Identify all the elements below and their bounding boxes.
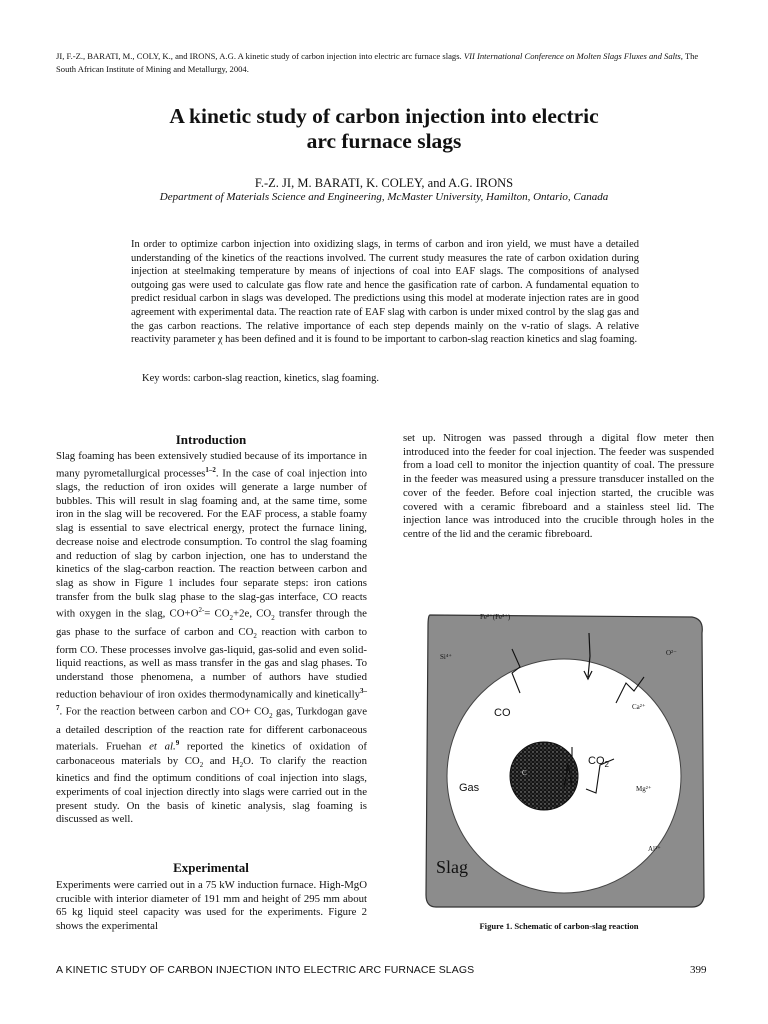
running-title: A KINETIC STUDY OF CARBON INJECTION INTO ELECTRIC ARC FURNACE SLAGS — [56, 964, 475, 976]
label-fe: Fe²⁺(Fe³⁺) — [480, 613, 511, 621]
citation-text: JI, F.-Z., BARATI, M., COLY, K., and IRONS, A.G. A kinetic study of carbon injection into electric arc furnace slags. — [56, 51, 464, 61]
carbon-particle — [510, 742, 578, 810]
label-ca: Ca²⁺ — [632, 703, 646, 711]
keywords: Key words: carbon-slag reaction, kinetics, slag foaming. — [142, 373, 380, 384]
label-mg: Mg²⁺ — [636, 785, 652, 793]
label-co: CO — [494, 707, 511, 719]
label-al: Al³⁺ — [648, 845, 661, 853]
title-line-2: arc furnace slags — [306, 129, 462, 153]
introduction-paragraph: Slag foaming has been extensively studied because of its importance in many pyrometallurgical processes$^{1-2}$. In the case of coal injection into slags, the reduction of iron oxides will generate a large number of bubbles. This will result in slag foaming and, at the same time, some iron in the slag will be recovered. For the EAF process, a stable foamy slag is essential to save electrical energy, protect the furnace lining, decrease noise and electrode consumption. To control the slag foaming and reduction of slag by carbon injection, one has to understand the kinetics of the slag-carbon reaction. The reaction between carbon and slag as show in Figure 1 includes four separate steps: iron cations transfer from the bulk slag phase to the slag-gas interface, CO reacts with oxygen in the slag, $CO+O^{2-}= CO_2+2e$, $CO_2$ transfer through the gas phase to the surface of carbon and $CO_2$ reaction with carbon to form CO. These processes involve gas-liquid, gas-solid and even solid-liquid reactions, as well as mass transfer in the gas and slag phases. To understand those phenomena, a number of authors have studied reduction behaviour of iron oxides thermodynamically and kinetically$^{3-7}$. For the reaction between carbon and $CO+ CO_2$ gas, Turkdogan gave a detailed description of the reaction rate for different carbonaceous materials. Fruehan et al.$^9$ reported the kinetics of oxidation of carbonaceous materials by $CO_2$ and $H_2O$. To clarify the reaction kinetics and find the optimum conditions of coal injection into slags, experiments of coal injection directly into slags were carried out in the present study. On the basis of kinetic analysis, slag foaming is discussed as well. — [56, 450, 367, 826]
label-slag: Slag — [436, 857, 469, 877]
citation-publisher: The South African Institute of Mining and Metallurgy, 2004. — [56, 51, 699, 74]
label-co2: $CO_2$ — [588, 755, 609, 770]
experimental-heading: Experimental — [173, 860, 249, 875]
label-gas: Gas — [459, 782, 480, 794]
title-line-1: A kinetic study of carbon injection into electric — [169, 104, 599, 128]
page-number: 399 — [690, 964, 707, 976]
introduction-heading: Introduction — [175, 432, 247, 447]
experimental-paragraph: Experiments were carried out in a 75 kW induction furnace. High-MgO crucible with interior diameter of 191 mm and height of 295 mm about 65 kg liquid steel capacity was used for the experiments. Figure 2 shows the experimental — [56, 879, 367, 933]
label-si: Si⁴⁺ — [440, 653, 452, 661]
affiliation: Department of Materials Science and Engineering, McMaster University, Hamilton, Ontario, Canada — [159, 191, 609, 203]
citation — [56, 50, 716, 76]
experimental-continued-paragraph: set up. Nitrogen was passed through a digital flow meter then introduced into the feeder for coal injection. The feeder was suspended from a load cell to monitor the injection quantity of coal. The pressure in the feeder was measured using a pressure transducer installed on the cover of the feeder. Before coal injection started, the crucible was covered with a ceramic fibreboard and a stainless steel lid. The injection lance was introduced into the crucible through holes in the centre of the lid and the ceramic fibreboard. — [403, 432, 714, 540]
paper-title — [60, 104, 708, 154]
label-c: C — [522, 769, 527, 777]
figure-caption: Figure 1. Schematic of carbon-slag reaction — [479, 921, 639, 931]
figure-1-schematic — [424, 611, 708, 911]
authors: F.-Z. JI, M. BARATI, K. COLEY, and A.G. IRONS — [254, 176, 514, 190]
label-o: O²⁻ — [666, 649, 677, 657]
citation-conference: VII International Conference on Molten Slags Fluxes and Salts, — [463, 51, 683, 61]
abstract: In order to optimize carbon injection into oxidizing slags, in terms of carbon and iron yield, we must have a detailed understanding of the kinetics of the reactions involved. The current study measures the rate of carbon oxidation during injection at steelmaking temperature by means of injections of coal into EAF slags. The compositions of analysed outgoing gas were used to calculate gas flow rate and hence the gasification rate of carbon. A fundamental equation to predict residual carbon in slags was developed. The predictions using this model at moderate injection rates are in good agreement with experimental data. The reaction rate of EAF slag with carbon is under mixed control by the slag gas and the gas carbon reactions. The relative importance of each step depends mainly on the v-ratio of slags. A relative reactivity parameter χ has been defined and it is found to be important to carbon-slag reaction kinetics and slag foaming. — [131, 239, 639, 346]
